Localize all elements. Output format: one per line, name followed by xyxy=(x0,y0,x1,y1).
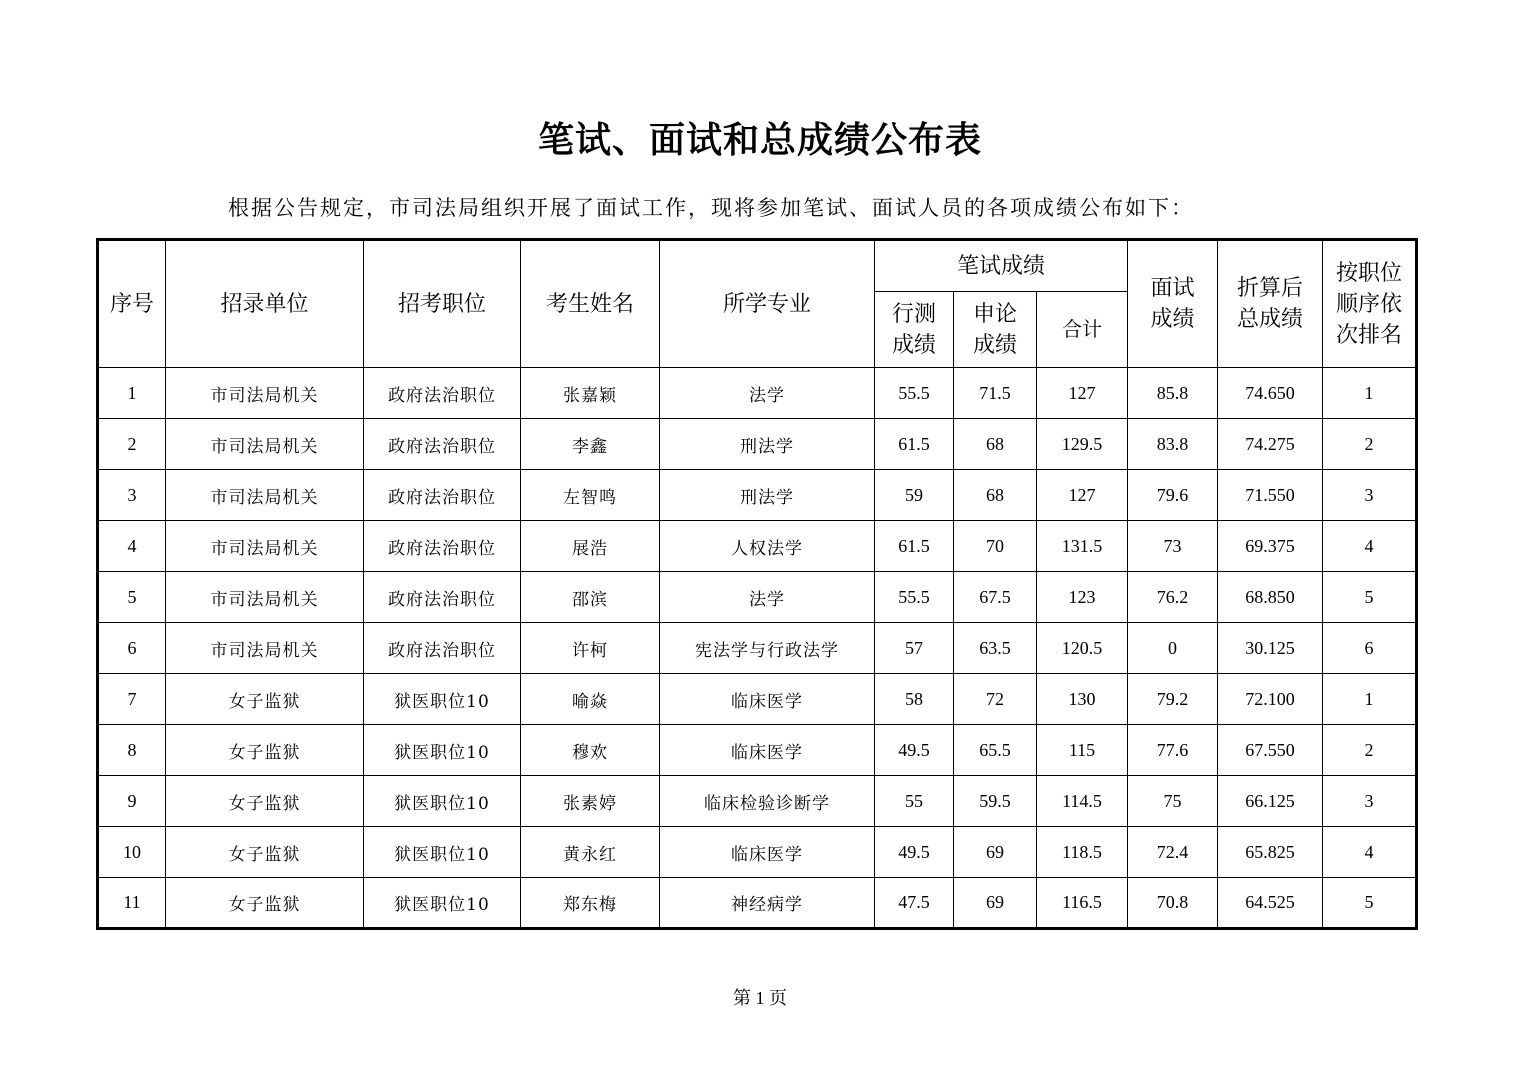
cell-xingce: 57 xyxy=(875,623,954,674)
cell-final: 68.850 xyxy=(1218,572,1323,623)
cell-interview: 70.8 xyxy=(1128,878,1218,929)
intro-text: 根据公告规定，市司法局组织开展了面试工作，现将参加笔试、面试人员的各项成绩公布如下： xyxy=(228,196,1194,220)
cell-final: 71.550 xyxy=(1218,470,1323,521)
cell-rank: 1 xyxy=(1323,368,1417,419)
cell-rank: 4 xyxy=(1323,521,1417,572)
cell-rank: 3 xyxy=(1323,470,1417,521)
cell-seq: 5 xyxy=(98,572,166,623)
cell-final: 64.525 xyxy=(1218,878,1323,929)
cell-rank: 2 xyxy=(1323,419,1417,470)
cell-name: 邵滨 xyxy=(521,572,660,623)
cell-major: 神经病学 xyxy=(660,878,875,929)
cell-seq: 10 xyxy=(98,827,166,878)
table-row xyxy=(98,878,1417,929)
cell-xingce: 55.5 xyxy=(875,572,954,623)
cell-name: 黄永红 xyxy=(521,827,660,878)
cell-interview: 83.8 xyxy=(1128,419,1218,470)
cell-major: 临床医学 xyxy=(660,725,875,776)
header-interview: 面试成绩 xyxy=(1128,240,1218,368)
header-final: 折算后总成绩 xyxy=(1218,240,1323,368)
cell-position: 狱医职位10 xyxy=(364,674,521,725)
cell-interview: 75 xyxy=(1128,776,1218,827)
header-name: 考生姓名 xyxy=(521,240,660,368)
header-written-group: 笔试成绩 xyxy=(875,240,1128,292)
cell-major: 临床医学 xyxy=(660,827,875,878)
cell-shenlun: 72 xyxy=(954,674,1037,725)
table-row xyxy=(98,827,1417,878)
header-seq: 序号 xyxy=(98,240,166,368)
cell-unit: 市司法局机关 xyxy=(166,572,364,623)
cell-xingce: 55 xyxy=(875,776,954,827)
table-row xyxy=(98,572,1417,623)
header-written-total: 合计 xyxy=(1037,292,1128,368)
cell-major: 人权法学 xyxy=(660,521,875,572)
cell-seq: 4 xyxy=(98,521,166,572)
cell-rank: 2 xyxy=(1323,725,1417,776)
cell-rank: 1 xyxy=(1323,674,1417,725)
header-shenlun: 申论成绩 xyxy=(954,292,1037,368)
header-xingce: 行测成绩 xyxy=(875,292,954,368)
cell-written-total: 116.5 xyxy=(1037,878,1128,929)
cell-final: 66.125 xyxy=(1218,776,1323,827)
page-number: 第 1 页 xyxy=(733,988,787,1008)
cell-xingce: 49.5 xyxy=(875,827,954,878)
cell-interview: 73 xyxy=(1128,521,1218,572)
cell-major: 法学 xyxy=(660,572,875,623)
cell-position: 政府法治职位 xyxy=(364,572,521,623)
cell-final: 69.375 xyxy=(1218,521,1323,572)
cell-final: 30.125 xyxy=(1218,623,1323,674)
cell-unit: 市司法局机关 xyxy=(166,419,364,470)
cell-xingce: 49.5 xyxy=(875,725,954,776)
cell-written-total: 115 xyxy=(1037,725,1128,776)
cell-xingce: 61.5 xyxy=(875,521,954,572)
cell-shenlun: 63.5 xyxy=(954,623,1037,674)
cell-written-total: 114.5 xyxy=(1037,776,1128,827)
header-position: 招考职位 xyxy=(364,240,521,368)
cell-shenlun: 59.5 xyxy=(954,776,1037,827)
header-row xyxy=(98,240,1417,292)
cell-written-total: 130 xyxy=(1037,674,1128,725)
cell-major: 临床医学 xyxy=(660,674,875,725)
table-row xyxy=(98,623,1417,674)
cell-final: 74.650 xyxy=(1218,368,1323,419)
cell-final: 74.275 xyxy=(1218,419,1323,470)
cell-unit: 女子监狱 xyxy=(166,878,364,929)
cell-written-total: 123 xyxy=(1037,572,1128,623)
cell-major: 法学 xyxy=(660,368,875,419)
cell-interview: 77.6 xyxy=(1128,725,1218,776)
table-row xyxy=(98,368,1417,419)
cell-position: 政府法治职位 xyxy=(364,521,521,572)
cell-xingce: 58 xyxy=(875,674,954,725)
cell-position: 政府法治职位 xyxy=(364,470,521,521)
cell-position: 政府法治职位 xyxy=(364,368,521,419)
cell-name: 左智鸣 xyxy=(521,470,660,521)
cell-interview: 79.2 xyxy=(1128,674,1218,725)
cell-seq: 7 xyxy=(98,674,166,725)
cell-rank: 3 xyxy=(1323,776,1417,827)
cell-unit: 女子监狱 xyxy=(166,827,364,878)
cell-rank: 6 xyxy=(1323,623,1417,674)
cell-unit: 女子监狱 xyxy=(166,674,364,725)
cell-position: 政府法治职位 xyxy=(364,419,521,470)
cell-seq: 2 xyxy=(98,419,166,470)
cell-shenlun: 71.5 xyxy=(954,368,1037,419)
cell-xingce: 47.5 xyxy=(875,878,954,929)
cell-major: 刑法学 xyxy=(660,419,875,470)
cell-interview: 0 xyxy=(1128,623,1218,674)
cell-rank: 5 xyxy=(1323,572,1417,623)
cell-interview: 85.8 xyxy=(1128,368,1218,419)
cell-written-total: 131.5 xyxy=(1037,521,1128,572)
header-unit: 招录单位 xyxy=(166,240,364,368)
cell-interview: 72.4 xyxy=(1128,827,1218,878)
cell-name: 郑东梅 xyxy=(521,878,660,929)
cell-shenlun: 68 xyxy=(954,470,1037,521)
cell-xingce: 61.5 xyxy=(875,419,954,470)
cell-major: 刑法学 xyxy=(660,470,875,521)
cell-xingce: 55.5 xyxy=(875,368,954,419)
header-rank: 按职位顺序依次排名 xyxy=(1323,240,1417,368)
cell-interview: 76.2 xyxy=(1128,572,1218,623)
cell-xingce: 59 xyxy=(875,470,954,521)
cell-written-total: 118.5 xyxy=(1037,827,1128,878)
table-row xyxy=(98,776,1417,827)
table-row xyxy=(98,725,1417,776)
cell-name: 李鑫 xyxy=(521,419,660,470)
cell-seq: 9 xyxy=(98,776,166,827)
cell-unit: 市司法局机关 xyxy=(166,368,364,419)
header-major: 所学专业 xyxy=(660,240,875,368)
cell-position: 狱医职位10 xyxy=(364,725,521,776)
cell-seq: 3 xyxy=(98,470,166,521)
table-row xyxy=(98,419,1417,470)
cell-shenlun: 67.5 xyxy=(954,572,1037,623)
cell-written-total: 120.5 xyxy=(1037,623,1128,674)
cell-rank: 4 xyxy=(1323,827,1417,878)
table-row xyxy=(98,521,1417,572)
cell-name: 张素婷 xyxy=(521,776,660,827)
cell-shenlun: 69 xyxy=(954,827,1037,878)
cell-shenlun: 68 xyxy=(954,419,1037,470)
cell-position: 政府法治职位 xyxy=(364,623,521,674)
cell-unit: 市司法局机关 xyxy=(166,623,364,674)
cell-rank: 5 xyxy=(1323,878,1417,929)
cell-final: 72.100 xyxy=(1218,674,1323,725)
page-title: 笔试、面试和总成绩公布表 xyxy=(537,119,982,161)
scores-table xyxy=(96,238,1418,930)
cell-unit: 女子监狱 xyxy=(166,776,364,827)
cell-seq: 6 xyxy=(98,623,166,674)
cell-seq: 11 xyxy=(98,878,166,929)
cell-unit: 市司法局机关 xyxy=(166,470,364,521)
cell-seq: 1 xyxy=(98,368,166,419)
cell-written-total: 129.5 xyxy=(1037,419,1128,470)
cell-written-total: 127 xyxy=(1037,470,1128,521)
table-row xyxy=(98,674,1417,725)
cell-major: 临床检验诊断学 xyxy=(660,776,875,827)
cell-shenlun: 65.5 xyxy=(954,725,1037,776)
cell-seq: 8 xyxy=(98,725,166,776)
cell-written-total: 127 xyxy=(1037,368,1128,419)
cell-unit: 女子监狱 xyxy=(166,725,364,776)
table-row xyxy=(98,470,1417,521)
cell-unit: 市司法局机关 xyxy=(166,521,364,572)
cell-shenlun: 69 xyxy=(954,878,1037,929)
cell-final: 67.550 xyxy=(1218,725,1323,776)
cell-final: 65.825 xyxy=(1218,827,1323,878)
cell-position: 狱医职位10 xyxy=(364,776,521,827)
cell-name: 展浩 xyxy=(521,521,660,572)
cell-name: 张嘉颖 xyxy=(521,368,660,419)
cell-major: 宪法学与行政法学 xyxy=(660,623,875,674)
cell-name: 许柯 xyxy=(521,623,660,674)
cell-position: 狱医职位10 xyxy=(364,878,521,929)
cell-shenlun: 70 xyxy=(954,521,1037,572)
cell-name: 喻焱 xyxy=(521,674,660,725)
cell-position: 狱医职位10 xyxy=(364,827,521,878)
cell-interview: 79.6 xyxy=(1128,470,1218,521)
cell-name: 穆欢 xyxy=(521,725,660,776)
